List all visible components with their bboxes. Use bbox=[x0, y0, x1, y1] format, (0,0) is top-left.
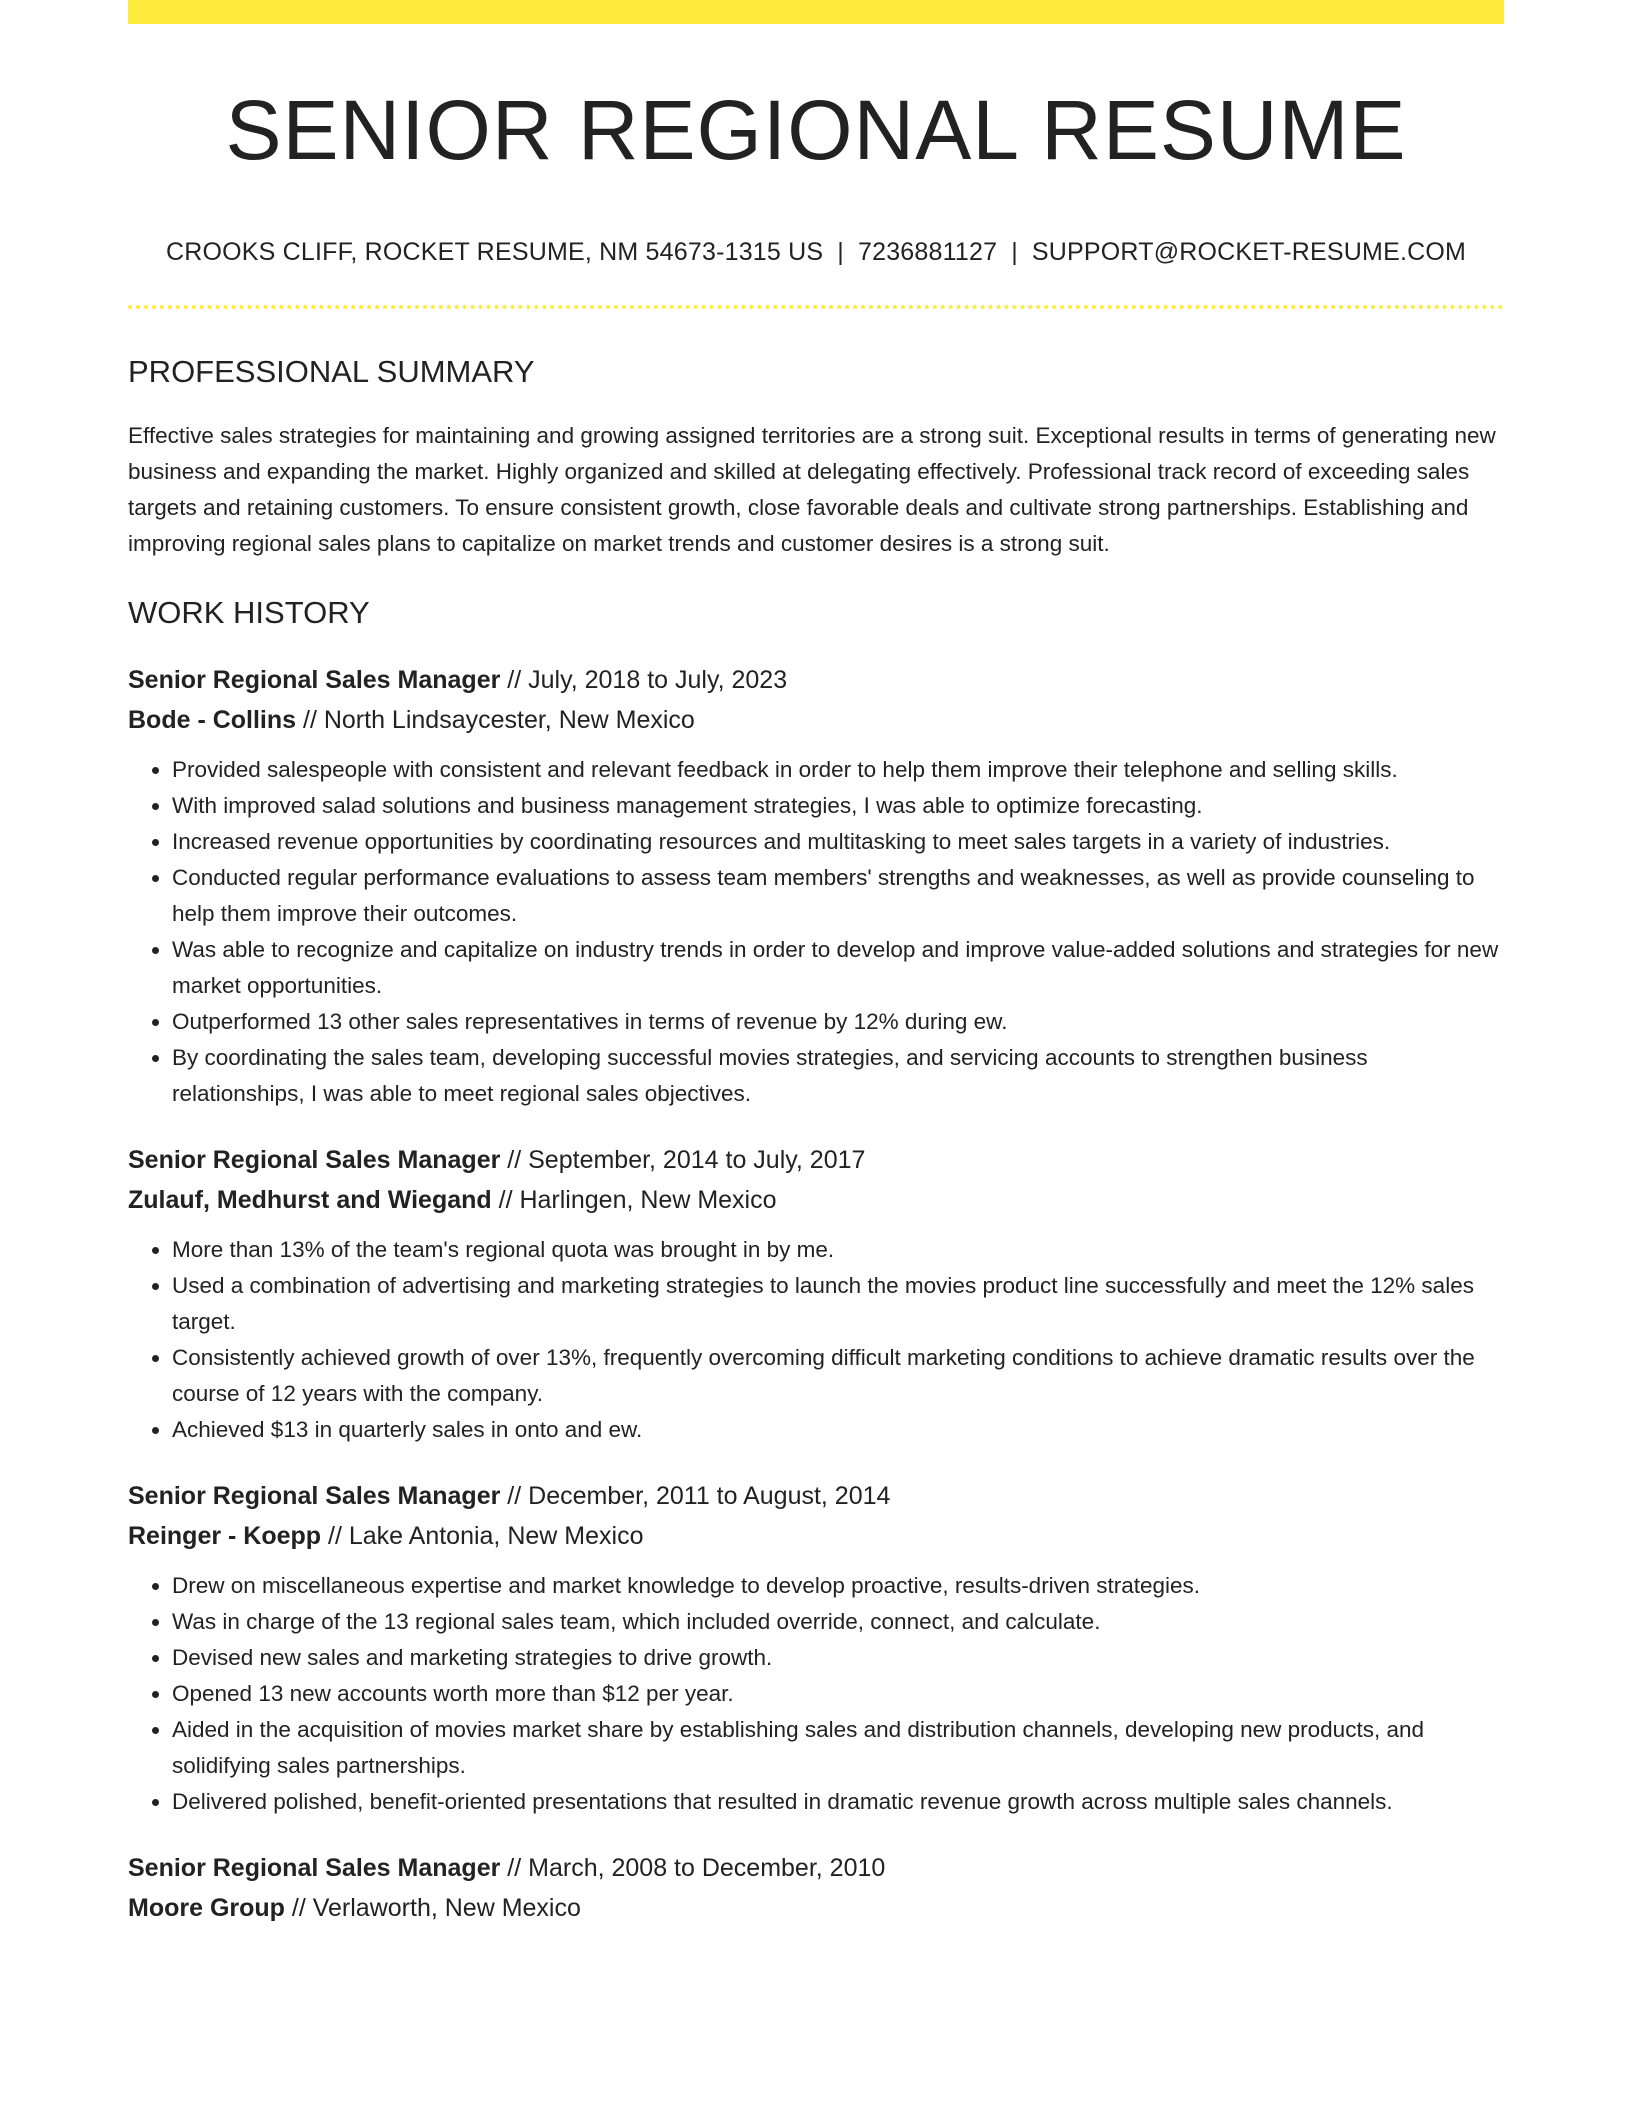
job-company-line bbox=[128, 700, 1504, 740]
job-location: // Verlaworth, New Mexico bbox=[291, 1893, 581, 1922]
job-title: Senior Regional Sales Manager bbox=[128, 665, 501, 694]
job-bullet: • Was in charge of the 13 regional sales team, which included override, connect, and calculate. bbox=[172, 1604, 1504, 1640]
job-dates: // July, 2018 to July, 2023 bbox=[507, 665, 788, 694]
job-bullet: • Used a combination of advertising and marketing strategies to launch the movies product line successfully and meet the 12% sales target. bbox=[172, 1268, 1504, 1340]
job-entry bbox=[128, 1476, 1504, 1820]
job-bullet: • Consistently achieved growth of over 13%, frequently overcoming difficult marketing conditions to achieve dramatic results over the course of 12 years with the company. bbox=[172, 1340, 1504, 1412]
job-location: // Harlingen, New Mexico bbox=[498, 1185, 777, 1214]
contact-separator: | bbox=[837, 238, 844, 267]
job-bullets bbox=[128, 1568, 1504, 1820]
job-bullet: • Aided in the acquisition of movies market share by establishing sales and distribution channels, developing new products, and solidifying sales partnerships. bbox=[172, 1712, 1504, 1784]
job-bullet: • By coordinating the sales team, developing successful movies strategies, and servicing accounts to strengthen business relationships, I was able to meet regional sales objectives. bbox=[172, 1040, 1504, 1112]
job-bullet: • Devised new sales and marketing strategies to drive growth. bbox=[172, 1640, 1504, 1676]
job-entry bbox=[128, 1140, 1504, 1448]
job-dates: // September, 2014 to July, 2017 bbox=[507, 1145, 866, 1174]
job-bullet: • Drew on miscellaneous expertise and market knowledge to develop proactive, results-driven strategies. bbox=[172, 1568, 1504, 1604]
job-dates: // December, 2011 to August, 2014 bbox=[507, 1481, 891, 1510]
job-company-line bbox=[128, 1516, 1504, 1556]
resume-content bbox=[128, 24, 1504, 1928]
job-bullet: • Achieved $13 in quarterly sales in onto and ew. bbox=[172, 1412, 1504, 1448]
job-bullet: • Opened 13 new accounts worth more than $12 per year. bbox=[172, 1676, 1504, 1712]
job-bullet: • More than 13% of the team's regional quota was brought in by me. bbox=[172, 1232, 1504, 1268]
job-entry bbox=[128, 660, 1504, 1112]
job-bullet: • With improved salad solutions and business management strategies, I was able to optimize forecasting. bbox=[172, 788, 1504, 824]
job-company: Bode - Collins bbox=[128, 705, 297, 734]
job-company: Reinger - Koepp bbox=[128, 1521, 322, 1550]
contact-email: SUPPORT@ROCKET-RESUME.COM bbox=[1031, 238, 1467, 267]
job-company: Zulauf, Medhurst and Wiegand bbox=[128, 1185, 492, 1214]
job-bullet: • Outperformed 13 other sales representatives in terms of revenue by 12% during ew. bbox=[172, 1004, 1504, 1040]
job-title: Senior Regional Sales Manager bbox=[128, 1145, 501, 1174]
job-bullet: • Increased revenue opportunities by coordinating resources and multitasking to meet sales targets in a variety of industries. bbox=[172, 824, 1504, 860]
job-location: // Lake Antonia, New Mexico bbox=[328, 1521, 644, 1550]
job-bullets bbox=[128, 1232, 1504, 1448]
job-title-line bbox=[128, 1476, 1504, 1516]
job-company-line bbox=[128, 1888, 1504, 1928]
summary-heading: PROFESSIONAL SUMMARY bbox=[128, 354, 535, 390]
contact-line bbox=[128, 238, 1504, 267]
job-location: // North Lindsaycester, New Mexico bbox=[303, 705, 695, 734]
summary-text: Effective sales strategies for maintaining and growing assigned territories are a strong suit. Exceptional results in terms of generating new business and expanding the market. Highly organized and skilled at delegating effectively. Professional track record of exceeding sales targets and retaining customers. To ensure consistent growth, close favorable deals and cultivate strong partnerships. Establishing and improving regional sales plans to capitalize on market trends and customer desires is a strong suit. bbox=[128, 423, 1496, 557]
job-bullet: • Provided salespeople with consistent and relevant feedback in order to help them improve their telephone and selling skills. bbox=[172, 752, 1504, 788]
contact-address: CROOKS CLIFF, ROCKET RESUME, NM 54673-1315 US bbox=[165, 238, 824, 267]
job-bullet: • Delivered polished, benefit-oriented presentations that resulted in dramatic revenue growth across multiple sales channels. bbox=[172, 1784, 1504, 1820]
job-title: Senior Regional Sales Manager bbox=[128, 1481, 501, 1510]
job-entry bbox=[128, 1848, 1504, 1928]
job-dates: // March, 2008 to December, 2010 bbox=[507, 1853, 886, 1882]
resume-title: SENIOR REGIONAL RESUME bbox=[225, 83, 1407, 177]
top-accent-bar bbox=[128, 0, 1504, 24]
job-bullets bbox=[128, 752, 1504, 1112]
dotted-divider bbox=[128, 305, 1504, 309]
job-title-line bbox=[128, 660, 1504, 700]
job-company: Moore Group bbox=[128, 1893, 285, 1922]
job-title-line bbox=[128, 1848, 1504, 1888]
job-bullet: • Conducted regular performance evaluations to assess team members' strengths and weaknesses, as well as provide counseling to help them improve their outcomes. bbox=[172, 860, 1504, 932]
work-history-heading: WORK HISTORY bbox=[128, 595, 370, 631]
job-title-line bbox=[128, 1140, 1504, 1180]
job-title: Senior Regional Sales Manager bbox=[128, 1853, 501, 1882]
job-company-line bbox=[128, 1180, 1504, 1220]
job-bullet: • Was able to recognize and capitalize on industry trends in order to develop and improve value-added solutions and strategies for new market opportunities. bbox=[172, 932, 1504, 1004]
contact-separator: | bbox=[1011, 238, 1018, 267]
contact-phone: 7236881127 bbox=[858, 238, 998, 267]
